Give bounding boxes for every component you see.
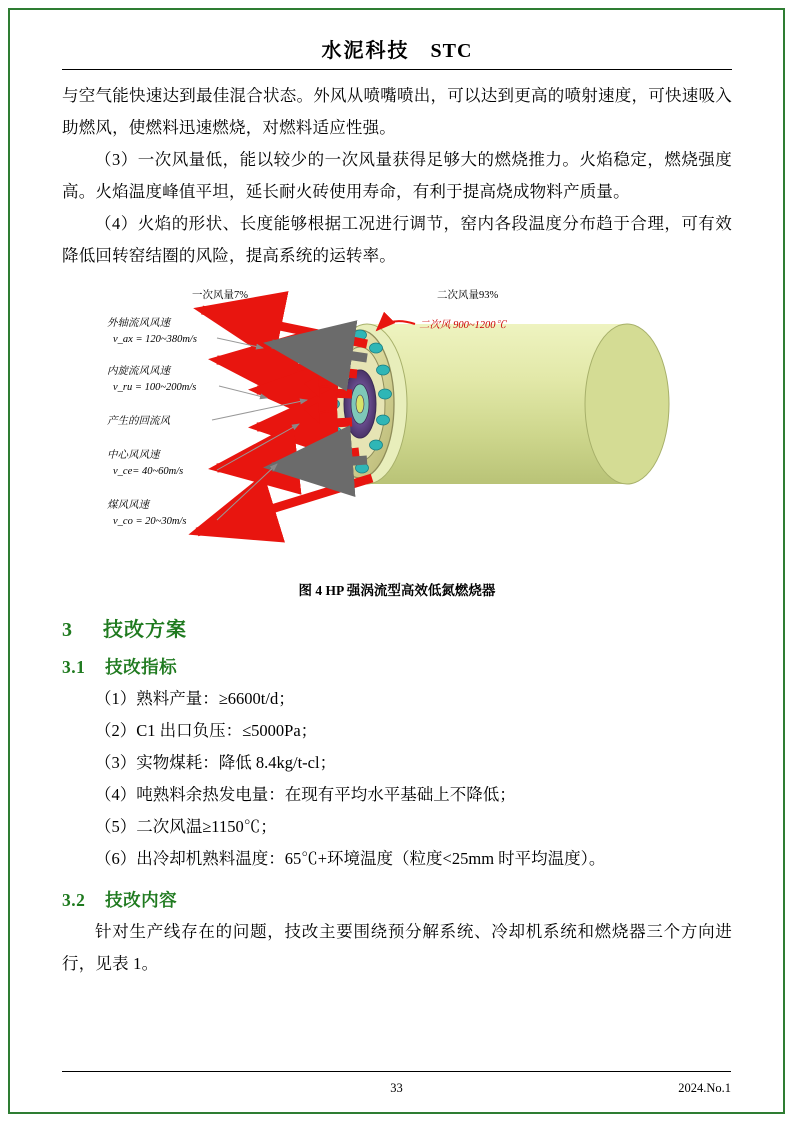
- figure-caption: 图 4 HP 强涡流型高效低氮燃烧器: [298, 583, 496, 598]
- paragraph-1: 与空气能快速达到最佳混合状态。外风从喷嘴喷出，可以达到更高的喷射速度，可快速吸入助燃风，使燃料迅速燃烧，对燃料适应性强。: [62, 86, 732, 137]
- page-footer: [62, 1081, 731, 1096]
- footer-divider: [62, 1071, 731, 1072]
- label-primary-air: 一次风量7%: [192, 290, 248, 301]
- journal-title-cn: 水泥科技: [321, 40, 410, 62]
- issue-label: 2024.No.1: [678, 1081, 731, 1095]
- section-3-heading: [62, 613, 732, 642]
- label-secondary-temp: 二次风 900~1200℃: [419, 320, 507, 331]
- section-31-number: 3.1: [62, 657, 86, 677]
- section-31-title: 技改指标: [105, 657, 178, 677]
- section-31-heading: [62, 654, 732, 679]
- label-center-value: v_ce= 40~60m/s: [113, 466, 184, 477]
- section-3-title: 技改方案: [103, 619, 187, 641]
- label-swirl-value: v_ru = 100~200m/s: [113, 382, 197, 393]
- page-content: [62, 34, 732, 980]
- label-axial-name: 外轴流风风速: [107, 318, 170, 329]
- paragraph-2: （3）一次风量低，能以较少的一次风量获得足够大的燃烧推力。火焰稳定，燃烧强度高。火焰温度峰值平坦，延长耐火砖使用寿命，有利于提高烧成物料产质量。: [62, 150, 732, 201]
- label-recirc-name: 产生的回流风: [107, 416, 170, 427]
- label-coal-value: v_co = 20~30m/s: [113, 516, 187, 527]
- section-32-heading: [62, 887, 732, 912]
- burner-diagram: [67, 282, 727, 572]
- label-swirl-name: 内旋流风风速: [107, 366, 170, 377]
- label-coal-name: 煤风风速: [107, 500, 149, 511]
- list-item: （5）二次风温≥1150℃；: [95, 817, 277, 836]
- list-item: （2）C1 出口负压：≤5000Pa；: [95, 721, 318, 740]
- section-32-title: 技改内容: [105, 890, 178, 910]
- label-center-name: 中心风风速: [107, 450, 160, 461]
- list-item: （6）出冷却机熟料温度：65℃+环境温度（粒度<25mm 时平均温度）。: [95, 849, 606, 868]
- list-item: （1）熟料产量：≥6600t/d；: [95, 689, 295, 708]
- header-divider: [62, 69, 732, 70]
- section-32-text: 针对生产线存在的问题，技改主要围绕预分解系统、冷却机系统和燃烧器三个方向进行，见表 1。: [62, 922, 732, 973]
- journal-title-en: STC: [430, 40, 473, 62]
- list-item: （4）吨熟料余热发电量：在现有平均水平基础上不降低；: [95, 785, 516, 804]
- label-axial-value: v_ax = 120~380m/s: [113, 334, 197, 345]
- paragraph-3: （4）火焰的形状、长度能够根据工况进行调节，窑内各段温度分布趋于合理，可有效降低回转窑结圈的风险，提高系统的运转率。: [62, 214, 732, 265]
- list-item: （3）实物煤耗：降低 8.4kg/t-cl；: [95, 753, 337, 772]
- page-header: [62, 34, 732, 69]
- figure-4: [62, 282, 732, 599]
- page-number: 33: [390, 1081, 403, 1095]
- section-32-number: 3.2: [62, 890, 86, 910]
- label-secondary-air: 二次风量93%: [437, 290, 499, 301]
- section-3-number: 3: [62, 619, 73, 641]
